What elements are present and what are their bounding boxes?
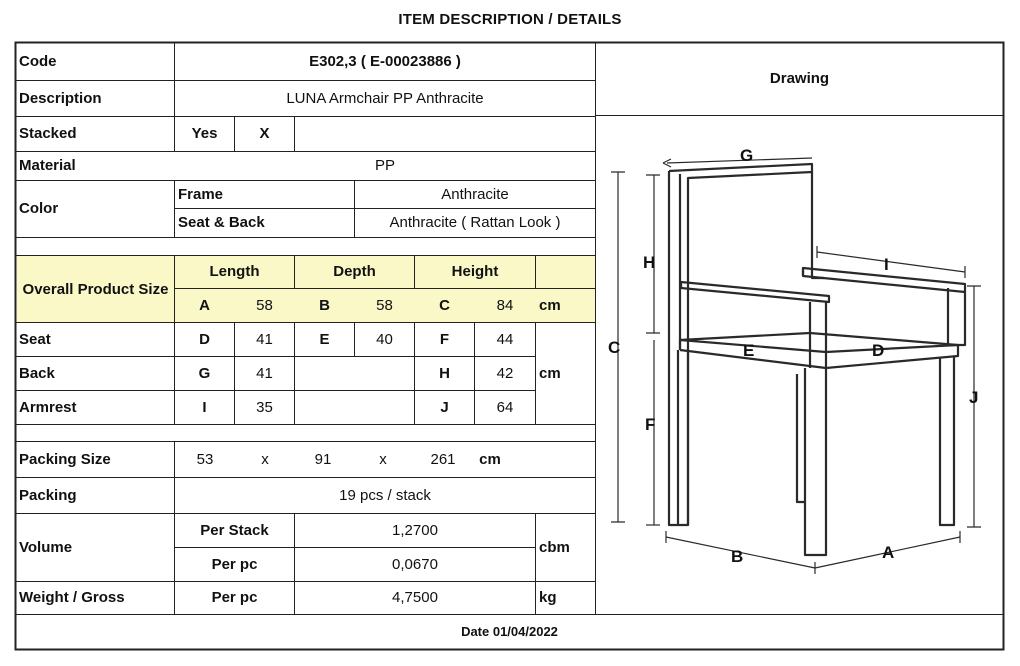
- per-stack-label: Per Stack: [200, 521, 269, 539]
- back-label: Back: [19, 364, 55, 382]
- material-value: PP: [374, 157, 395, 175]
- dim-label-a: A: [882, 543, 895, 562]
- dim-value-d: 41: [256, 330, 273, 348]
- packing-label: Packing: [19, 486, 77, 504]
- packing-size-x1: x: [261, 450, 269, 468]
- dim-label-j: J: [969, 388, 979, 407]
- dim-letter-d: D: [199, 330, 210, 348]
- stacked-yes-label: Yes: [191, 125, 218, 143]
- overall-unit: cm: [539, 296, 561, 314]
- dim-letter-e: E: [319, 330, 330, 348]
- dim-label-e: E: [743, 341, 755, 360]
- parts-unit: cm: [539, 364, 561, 382]
- code-label: Code: [19, 52, 57, 70]
- dim-letter-i: I: [202, 398, 207, 416]
- stacked-label: Stacked: [19, 125, 77, 143]
- weight-unit: kg: [539, 589, 557, 607]
- dim-label-f: F: [645, 415, 656, 434]
- dim-letter-c: C: [439, 296, 450, 314]
- frame-value: Anthracite: [441, 185, 509, 203]
- packing-size-width: 91: [314, 450, 332, 468]
- dim-letter-a: A: [199, 296, 210, 314]
- packing-size-height: 261: [430, 450, 456, 468]
- dim-letter-h: H: [439, 364, 450, 382]
- date-footer: Date 01/04/2022: [461, 623, 558, 639]
- dim-letter-b: B: [319, 296, 330, 314]
- dim-letter-f: F: [439, 330, 450, 348]
- code-value: E302,3 ( E-00023886 ): [309, 52, 461, 70]
- description-label: Description: [19, 89, 102, 107]
- depth-header: Depth: [333, 263, 376, 281]
- weight-per-pc-label: Per pc: [211, 589, 258, 607]
- length-header: Length: [209, 263, 260, 281]
- volume-unit: cbm: [539, 538, 570, 556]
- weight-label: Weight / Gross: [19, 589, 125, 607]
- dim-label-h: H: [643, 253, 656, 272]
- packing-value: 19 pcs / stack: [339, 486, 431, 504]
- packing-size-label: Packing Size: [19, 450, 111, 468]
- drawing-label: Drawing: [769, 70, 830, 88]
- dim-label-c: C: [608, 338, 621, 357]
- per-pc-volume-label: Per pc: [211, 555, 258, 573]
- dim-value-f: 44: [496, 330, 514, 348]
- weight-value: 4,7500: [392, 589, 438, 607]
- packing-size-length: 53: [196, 450, 214, 468]
- dim-value-a: 58: [256, 296, 273, 314]
- armrest-label: Armrest: [19, 398, 77, 416]
- dim-value-i: 35: [256, 398, 273, 416]
- packing-size-unit: cm: [479, 450, 501, 468]
- dim-value-c: 84: [496, 296, 514, 314]
- dim-letter-g: G: [198, 364, 211, 382]
- dim-label-b: B: [731, 547, 744, 566]
- dim-letter-j: J: [440, 398, 449, 416]
- dim-label-g: G: [740, 146, 754, 165]
- dim-label-d: D: [872, 341, 885, 360]
- dim-value-j: 64: [496, 398, 514, 416]
- seat-back-label: Seat & Back: [178, 214, 265, 232]
- color-label: Color: [19, 200, 59, 218]
- description-value: LUNA Armchair PP Anthracite: [286, 89, 484, 107]
- dim-value-h: 42: [496, 364, 514, 382]
- page-title: ITEM DESCRIPTION / DETAILS: [398, 11, 622, 28]
- material-label: Material: [19, 157, 76, 175]
- height-header: Height: [451, 263, 499, 281]
- per-pc-volume-value: 0,0670: [392, 555, 438, 573]
- per-stack-value: 1,2700: [392, 521, 438, 539]
- volume-label: Volume: [19, 538, 73, 556]
- dim-value-g: 41: [256, 364, 273, 382]
- stacked-mark: X: [259, 125, 270, 143]
- packing-size-x2: x: [379, 450, 387, 468]
- overall-size-label: Overall Product Size: [22, 280, 169, 298]
- dim-label-i: I: [884, 255, 889, 274]
- dim-value-b: 58: [376, 296, 393, 314]
- dim-value-e: 40: [376, 330, 393, 348]
- seat-label: Seat: [19, 330, 51, 348]
- frame-label: Frame: [178, 185, 224, 203]
- seat-back-value: Anthracite ( Rattan Look ): [389, 214, 561, 232]
